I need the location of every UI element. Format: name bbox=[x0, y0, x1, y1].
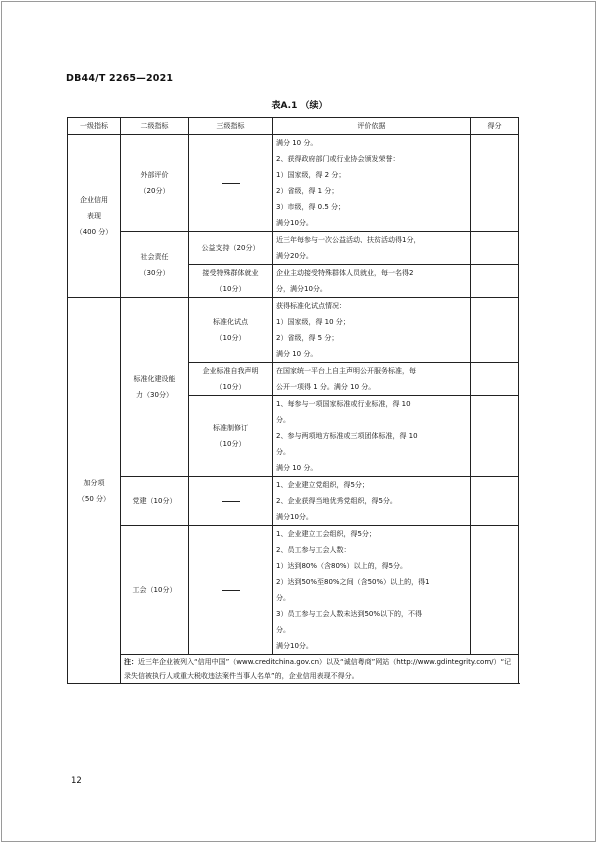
level2-cell: 外部评价 （20分） bbox=[121, 135, 189, 232]
table-row bbox=[68, 477, 519, 526]
level2-cell: 党建（10分） bbox=[121, 477, 189, 526]
column-header: 一级指标 bbox=[68, 118, 121, 135]
level2-cell: 标准化建设能 力（30分） bbox=[121, 298, 189, 477]
table-row bbox=[68, 135, 519, 232]
level3-cell-empty bbox=[189, 135, 273, 232]
score-cell[interactable] bbox=[471, 298, 519, 363]
criteria-cell: 满分 10 分。 2、获得政府部门或行业协会颁发荣誉： 1）国家级，得 2 分； 2）省级，得 1 分； 3）市级，得 0.5 分； 满分10分。 bbox=[273, 135, 471, 232]
score-cell[interactable] bbox=[471, 477, 519, 526]
table-row bbox=[68, 298, 519, 363]
criteria-cell: 在国家统一平台上自主声明公开服务标准，每 公开一项得 1 分。满分 10 分。 bbox=[273, 363, 471, 396]
level1-cell: 加分项 （50 分） bbox=[68, 298, 121, 684]
score-cell[interactable] bbox=[471, 526, 519, 655]
note-row bbox=[68, 655, 519, 684]
level3-cell-empty bbox=[189, 526, 273, 655]
level1-cell: 企业信用 表现 （400 分） bbox=[68, 135, 121, 298]
table-row bbox=[68, 526, 519, 655]
level3-cell: 标准化试点 （10分） bbox=[189, 298, 273, 363]
evaluation-table bbox=[67, 117, 519, 684]
column-header: 二级指标 bbox=[121, 118, 189, 135]
dash-mark bbox=[222, 501, 240, 502]
note-label: 注： bbox=[124, 658, 138, 666]
document-code: DB44/T 2265—2021 bbox=[66, 73, 174, 84]
criteria-cell: 1、企业建立党组织，得5分； 2、企业获得当地优秀党组织，得5分。 满分10分。 bbox=[273, 477, 471, 526]
table-header-row bbox=[68, 118, 519, 135]
criteria-cell: 1、企业建立工会组织，得5分； 2、员工参与工会人数： 1）达到80%（含80%）以上的，得5分。 2）达到50%至80%之间（含50%）以上的，得1 分。 3）员工参与工会人数未达到50%以下的，不得 分。 满分10分。 bbox=[273, 526, 471, 655]
level3-cell-empty bbox=[189, 477, 273, 526]
column-header: 得分 bbox=[471, 118, 519, 135]
dash-mark bbox=[222, 183, 240, 184]
criteria-cell: 1、每参与一项国家标准或行业标准，得 10 分。 2、参与两项地方标准或三项团体标准，得 10 分。 满分 10 分。 bbox=[273, 396, 471, 477]
score-cell[interactable] bbox=[471, 135, 519, 232]
level3-cell: 企业标准自我声明 （10分） bbox=[189, 363, 273, 396]
table-note bbox=[121, 655, 519, 684]
table-row bbox=[68, 232, 519, 265]
column-header: 三级指标 bbox=[189, 118, 273, 135]
score-cell[interactable] bbox=[471, 363, 519, 396]
level3-cell: 接受特殊群体就业 （10分） bbox=[189, 265, 273, 298]
criteria-cell: 近三年每参与一次公益活动、扶贫活动得1分， 满分20分。 bbox=[273, 232, 471, 265]
level2-cell: 社会责任 （30分） bbox=[121, 232, 189, 298]
score-cell[interactable] bbox=[471, 232, 519, 265]
dash-mark bbox=[222, 590, 240, 591]
level2-cell: 工会（10分） bbox=[121, 526, 189, 655]
note-text: 近三年企业被列入“信用中国”（www.creditchina.gov.cn）以及“诚信粤商”网站（http://www.gdintegrity.com/）“记录失信被执行人或重大税收违法案件当事人名单”的，企业信用表现不得分。 bbox=[124, 658, 512, 680]
level3-cell: 标准制修订 （10分） bbox=[189, 396, 273, 477]
criteria-cell: 企业主动接受特殊群体人员就业，每一名得2 分，满分10分。 bbox=[273, 265, 471, 298]
criteria-cell: 获得标准化试点情况： 1）国家级，得 10 分； 2）省级，得 5 分； 满分 10 分。 bbox=[273, 298, 471, 363]
score-cell[interactable] bbox=[471, 265, 519, 298]
level3-cell: 公益支持（20分） bbox=[189, 232, 273, 265]
column-header: 评价依据 bbox=[273, 118, 471, 135]
score-cell[interactable] bbox=[471, 396, 519, 477]
table-caption: 表A.1 （续） bbox=[271, 101, 328, 111]
page-number: 12 bbox=[71, 776, 82, 786]
